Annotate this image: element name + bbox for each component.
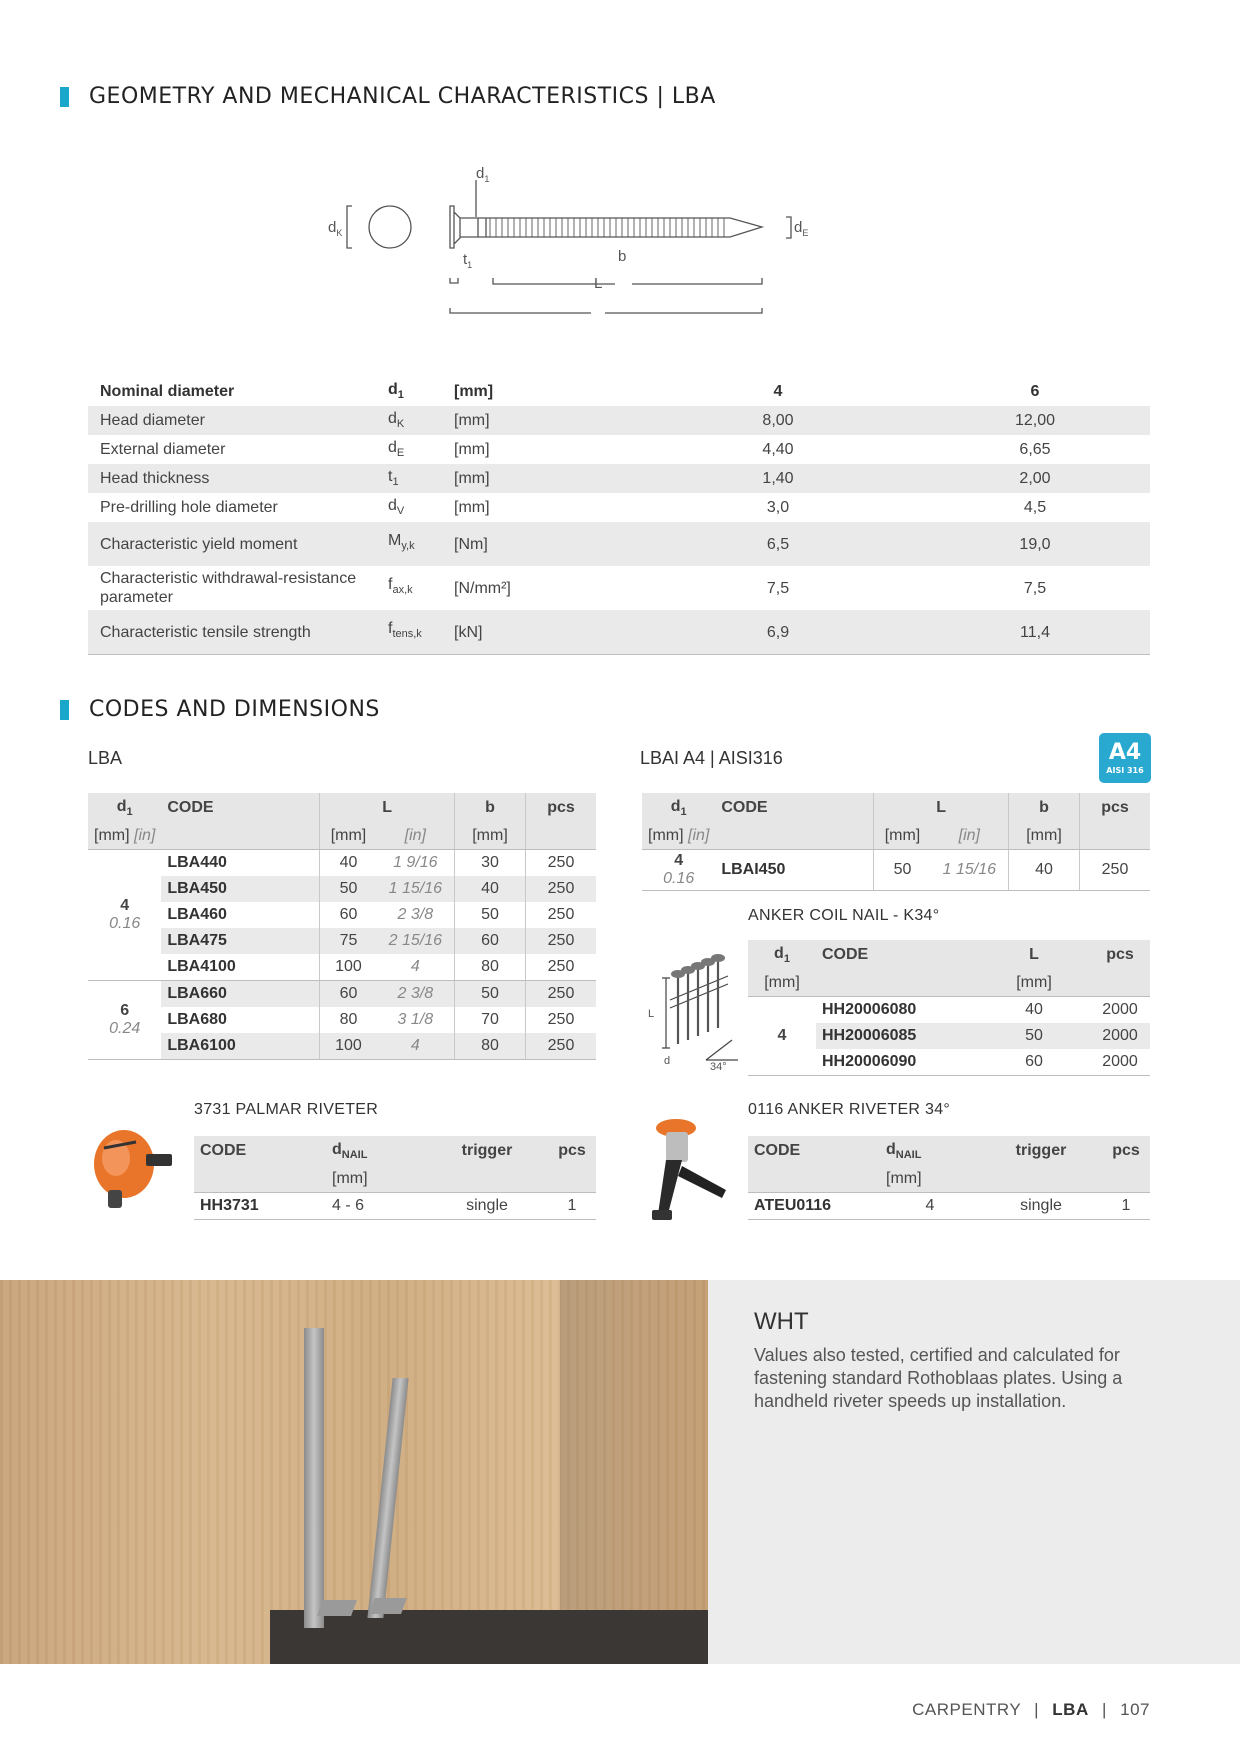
row-pcs: 250 (526, 928, 597, 954)
table-row (88, 981, 596, 1008)
row-code: LBA660 (161, 981, 320, 1008)
header-pcs: pcs (526, 793, 597, 823)
lba-title: LBA (88, 748, 123, 768)
row-L: 50 (874, 850, 931, 891)
row-pcs: 1 (548, 1193, 596, 1220)
row-Lin: 3 1/8 (397, 1011, 434, 1028)
table-row (748, 1193, 1150, 1220)
row-L: 100 (320, 1033, 377, 1060)
installation-photo (0, 1280, 708, 1664)
row-code: HH20006090 (816, 1049, 978, 1076)
group-diameter: 4 (748, 997, 816, 1076)
header-units-d: [mm] [in] (642, 823, 715, 850)
row-value-6: 12,00 (920, 406, 1150, 435)
header-units-blank (748, 1166, 880, 1193)
header-d6: 6 (1030, 382, 1040, 400)
header-units-Lin: [in] (377, 823, 455, 850)
header-d1: $d_1$ (88, 793, 161, 823)
table-row (88, 1033, 596, 1060)
table-header-row (748, 940, 1150, 970)
table-header-row (88, 377, 1150, 406)
palmar-riveter-image (86, 1118, 178, 1218)
plate-foot (369, 1598, 407, 1614)
row-Lin: 4 (377, 954, 455, 981)
label-b: b (618, 248, 627, 265)
header-units-bmm: [mm] (1009, 823, 1080, 850)
accent-bar (60, 700, 69, 720)
row-value-6: 19,0 (920, 522, 1150, 566)
row-pcs: 250 (526, 1007, 597, 1033)
row-code: HH3731 (194, 1193, 326, 1220)
row-trigger: single (426, 1193, 548, 1220)
row-value-6: 6,65 (1019, 440, 1051, 458)
row-L: 50 (978, 1023, 1090, 1049)
header-label: Nominal diameter (100, 382, 235, 400)
row-unit: [mm] (442, 406, 636, 435)
row-b: 70 (455, 1007, 526, 1033)
badge-sub: AISI 316 (1106, 766, 1144, 775)
header-dnail: $d_{NAIL}$ (880, 1136, 980, 1166)
section-title-text: GEOMETRY AND MECHANICAL CHARACTERISTICS | LBA (89, 84, 716, 109)
header-dnail: $d_{NAIL}$ (326, 1136, 426, 1166)
header-units-blank (194, 1166, 326, 1193)
header-d1: $d_1$ (748, 940, 816, 970)
header-d4: 4 (773, 382, 783, 400)
coil-table (748, 940, 1150, 1076)
row-code: LBA6100 (161, 1033, 320, 1060)
group-diameter-4: 4 0.16 (88, 850, 161, 981)
table-header-units (642, 823, 1150, 850)
row-b: 40 (1009, 850, 1080, 891)
coil-nail-illustration (648, 948, 740, 1070)
row-label: Characteristic withdrawal-resistance parameter (100, 570, 357, 606)
row-pcs: 1 (1102, 1193, 1150, 1220)
page-footer: CARPENTRY | LBA | 107 (912, 1700, 1150, 1719)
header-units-d: [mm] (326, 1166, 426, 1193)
row-code: LBA680 (167, 1011, 227, 1028)
table-row (88, 902, 596, 928)
header-L: L (320, 793, 455, 823)
header-code: CODE (715, 793, 874, 823)
accent-bar (60, 87, 69, 107)
lba-table (88, 793, 596, 1060)
row-symbol: $d_E$ (388, 439, 405, 460)
row-value-4: 4,40 (762, 440, 794, 458)
header-trigger: trigger (980, 1136, 1102, 1166)
header-pcs: pcs (1090, 940, 1150, 970)
label-t1: $t_1$ (463, 251, 473, 270)
row-pcs: 250 (526, 876, 597, 902)
header-units-blank (1102, 1166, 1150, 1193)
floor (270, 1610, 708, 1664)
table-row (88, 928, 596, 954)
table-header-row (88, 793, 596, 823)
row-Lin: 4 (377, 1033, 455, 1060)
row-Lin: 1 15/16 (931, 850, 1009, 891)
row-unit: [mm] (454, 498, 490, 516)
row-L: 100 (320, 954, 377, 981)
row-pcs: 250 (526, 850, 597, 877)
wht-title: WHT (754, 1308, 809, 1335)
table-header-units (88, 823, 596, 850)
anker-table (748, 1136, 1150, 1220)
header-code: CODE (194, 1136, 326, 1166)
row-value-6: 4,5 (1023, 498, 1047, 516)
row-label: Head thickness (88, 464, 376, 493)
table-row (88, 493, 1150, 522)
header-code: CODE (161, 793, 320, 823)
page-number: 107 (1120, 1700, 1150, 1719)
palmar-table (194, 1136, 596, 1220)
row-code: LBA440 (167, 854, 227, 871)
row-symbol: $f_{tens,k}$ (376, 610, 442, 655)
row-code: HH20006080 (822, 1001, 917, 1018)
row-pcs: 2000 (1102, 1001, 1138, 1018)
row-code: LBA4100 (161, 954, 320, 981)
table-row (88, 566, 1150, 610)
table-header-row (642, 793, 1150, 823)
row-b: 40 (455, 876, 526, 902)
section-title-text: CODES AND DIMENSIONS (89, 697, 380, 722)
table-header-units (748, 1166, 1150, 1193)
row-symbol: $t_1$ (376, 464, 442, 493)
footer-product: LBA (1052, 1700, 1089, 1719)
row-b: 30 (455, 850, 526, 877)
header-units-d: [mm] [in] (88, 823, 161, 850)
row-symbol: $f_{ax,k}$ (388, 576, 413, 597)
row-symbol: $d_V$ (388, 497, 405, 518)
row-value-6: 7,5 (1023, 579, 1047, 597)
row-b: 60 (455, 928, 526, 954)
header-pcs: pcs (1080, 793, 1151, 823)
table-row (88, 406, 1150, 435)
anker-title: 0116 ANKER RIVETER 34° (748, 1101, 951, 1118)
header-units-blank (1080, 823, 1151, 850)
header-pcs: pcs (1102, 1136, 1150, 1166)
characteristics-table (88, 377, 1150, 655)
row-pcs: 2000 (1090, 1023, 1150, 1049)
label-d1: $d_1$ (476, 165, 490, 184)
row-pcs: 250 (526, 981, 597, 1008)
table-row (88, 876, 596, 902)
header-pcs: pcs (548, 1136, 596, 1166)
row-pcs: 250 (526, 954, 597, 981)
illus-label-L: L (648, 1008, 655, 1020)
a4-badge (1099, 733, 1151, 783)
row-code: LBAI450 (715, 850, 874, 891)
row-label: Head diameter (88, 406, 376, 435)
row-L: 50 (320, 876, 377, 902)
header-units-Lmm: [mm] (320, 823, 377, 850)
anker-riveter-image (638, 1110, 730, 1228)
row-code: HH20006085 (816, 1023, 978, 1049)
row-value-6: 2,00 (920, 464, 1150, 493)
row-code: LBA450 (161, 876, 320, 902)
label-dk: $d_K$ (328, 219, 343, 238)
row-L: 60 (978, 1049, 1090, 1076)
header-units-Lmm: [mm] (874, 823, 931, 850)
wall-corner-shadow (560, 1280, 708, 1664)
row-pcs: 250 (526, 1033, 597, 1060)
row-dnail: 4 (880, 1193, 980, 1220)
table-header-units (194, 1166, 596, 1193)
header-units-bmm: [mm] (455, 823, 526, 850)
row-value-4: 6,5 (636, 522, 920, 566)
table-row (194, 1193, 596, 1220)
row-value-4: 7,5 (766, 579, 790, 597)
row-value-6: 11,4 (920, 610, 1150, 655)
header-units-blank (1090, 970, 1150, 997)
palmar-title: 3731 PALMAR RIVETER (194, 1101, 379, 1118)
row-code: LBA475 (161, 928, 320, 954)
row-L: 40 (1025, 1001, 1043, 1018)
header-units-blank (548, 1166, 596, 1193)
header-units-blank (715, 823, 874, 850)
header-units-blank (816, 970, 978, 997)
steel-plate (304, 1328, 324, 1628)
row-symbol: $M_{y,k}$ (376, 522, 442, 566)
row-label: External diameter (100, 440, 226, 458)
row-b: 50 (455, 981, 526, 1008)
header-L: L (978, 940, 1090, 970)
header-code: CODE (748, 1136, 880, 1166)
header-units-Lin: [in] (931, 823, 1009, 850)
header-symbol: $d_1$ (388, 381, 404, 402)
row-label: Characteristic tensile strength (88, 610, 376, 655)
section-title-geometry (60, 84, 716, 109)
footer-section: CARPENTRY (912, 1700, 1021, 1719)
row-label: Characteristic yield moment (88, 522, 376, 566)
coil-title: ANKER COIL NAIL - K34° (748, 907, 940, 924)
plate-foot (317, 1600, 357, 1616)
nail-diagram (300, 160, 820, 325)
wht-text: Values also tested, certified and calculated for fastening standard Rothoblaas plates. Using a handheld riveter speeds up installation. (754, 1345, 1123, 1411)
row-dnail: 4 - 6 (326, 1193, 426, 1220)
row-Lin: 2 3/8 (397, 906, 434, 923)
row-b: 80 (455, 1033, 526, 1060)
row-pcs: 250 (1080, 850, 1151, 891)
row-pcs: 2000 (1090, 1049, 1150, 1076)
header-units-blank (161, 823, 320, 850)
row-unit: [kN] (442, 610, 636, 655)
row-label: Pre-drilling hole diameter (100, 498, 278, 516)
wht-panel (708, 1280, 1240, 1664)
row-code: ATEU0116 (748, 1193, 880, 1220)
section-title-codes (60, 697, 380, 722)
table-row (88, 1007, 596, 1033)
header-units-L: [mm] (978, 970, 1090, 997)
row-Lin: 1 9/16 (393, 854, 438, 871)
row-unit: [Nm] (442, 522, 636, 566)
row-pcs: 250 (526, 902, 597, 928)
table-row (88, 464, 1150, 493)
row-code: LBA460 (167, 906, 227, 923)
row-b: 50 (455, 902, 526, 928)
header-units-blank (426, 1166, 548, 1193)
row-L: 60 (320, 981, 377, 1008)
header-d1: $d_1$ (642, 793, 715, 823)
table-header-units (748, 970, 1150, 997)
header-code: CODE (816, 940, 978, 970)
lbai-title: LBAI A4 | AISI316 (640, 748, 783, 768)
row-Lin: 2 3/8 (377, 981, 455, 1008)
row-L: 80 (320, 1007, 377, 1033)
table-row (88, 522, 1150, 566)
table-header-row (748, 1136, 1150, 1166)
row-diameter: 4 0.16 (642, 850, 715, 891)
badge-main: A4 (1108, 740, 1142, 765)
illus-label-d: d (664, 1055, 671, 1067)
lbai-table (642, 793, 1150, 891)
group-diameter-6: 6 0.24 (88, 981, 161, 1060)
table-header-row (194, 1136, 596, 1166)
table-row (88, 610, 1150, 655)
row-unit: [mm] (442, 464, 636, 493)
label-L: L (594, 275, 603, 292)
row-trigger: single (980, 1193, 1102, 1220)
row-symbol: $d_K$ (376, 406, 442, 435)
header-trigger: trigger (426, 1136, 548, 1166)
header-b: b (1009, 793, 1080, 823)
row-value-4: 6,9 (636, 610, 920, 655)
row-value-4: 1,40 (636, 464, 920, 493)
header-unit: [mm] (454, 382, 494, 400)
table-row (642, 850, 1150, 891)
row-Lin: 2 15/16 (377, 928, 455, 954)
row-L: 40 (320, 850, 377, 877)
header-units-blank (526, 823, 597, 850)
row-L: 75 (320, 928, 377, 954)
row-L: 60 (320, 902, 377, 928)
table-row (88, 850, 596, 877)
table-row (748, 997, 1150, 1024)
row-value-4: 3,0 (766, 498, 790, 516)
row-value-4: 8,00 (636, 406, 920, 435)
header-L: L (874, 793, 1009, 823)
header-units-d: [mm] (880, 1166, 980, 1193)
label-de: $d_E$ (794, 219, 809, 238)
header-b: b (455, 793, 526, 823)
header-units-blank (980, 1166, 1102, 1193)
header-units-d: [mm] (748, 970, 816, 997)
illus-label-angle: 34° (710, 1061, 727, 1070)
table-row (88, 954, 596, 981)
row-unit: [N/mm²] (454, 579, 511, 597)
row-unit: [mm] (454, 440, 490, 458)
row-Lin: 1 15/16 (377, 876, 455, 902)
row-b: 80 (455, 954, 526, 981)
table-row (88, 435, 1150, 464)
